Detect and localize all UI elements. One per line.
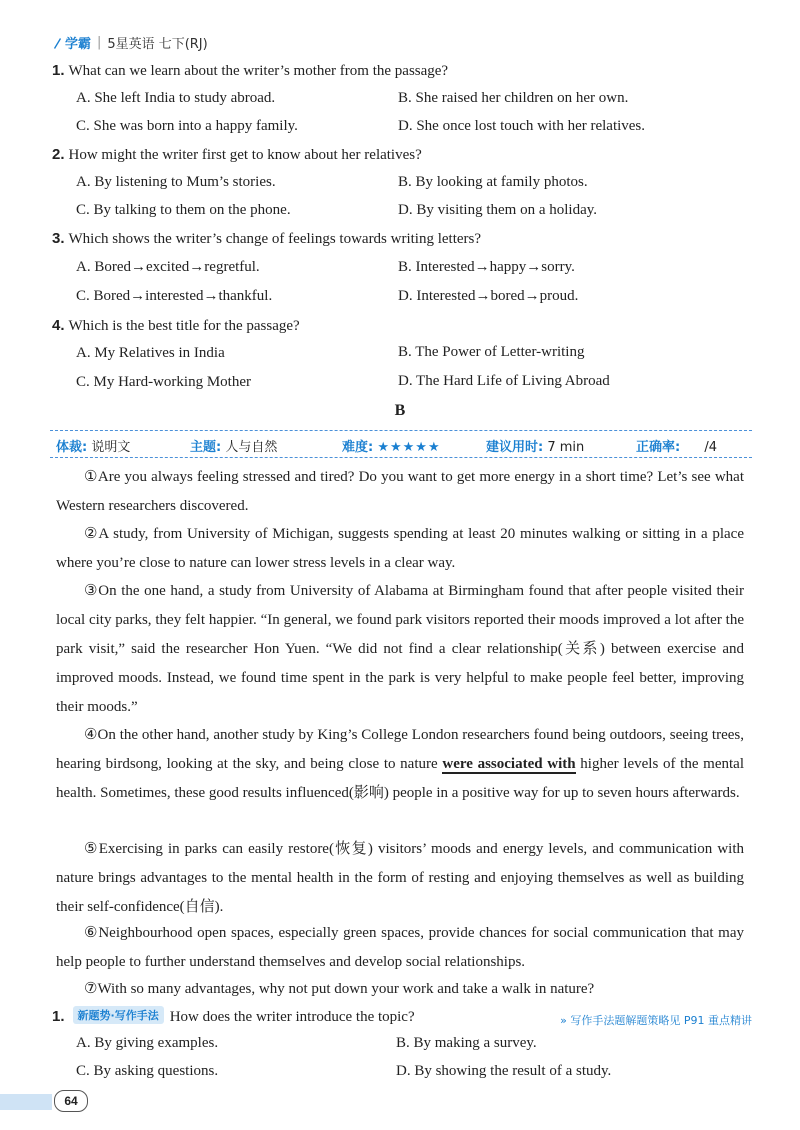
option-b1d[interactable]: D. By showing the result of a study. [396,1063,612,1079]
genre-info: 体裁: 说明文 [56,440,131,455]
question-4: 4. Which is the best title for the passage? [52,317,300,334]
option-1d[interactable]: D. She once lost touch with her relatives. [398,118,646,134]
question-tag: 新题势·写作手法 [73,1006,164,1024]
option-1c[interactable]: C. She was born into a happy family. [76,118,298,134]
paragraph-3: ③On the one hand, a study from University of Alabama at Birmingham found that after people visited their local city parks, they felt happier. “In general, we found park visitors reported their moods improved a lot after the park visit,” said the researcher Hon Yuen. “We did not find a clear relationship(关系) between exercise and improved moods. Instead, we found time spent in the park is very helpful to make people feel better, improving their moods.” [56,583,744,715]
option-4c[interactable]: C. My Hard-working Mother [76,374,251,390]
strategy-hint: » 写作手法题解题策略见 P91 重点精讲 [560,1014,752,1027]
paragraph-5: ⑤Exercising in parks can easily restore(恢复) visitors’ moods and energy levels, and communication with nature brings advantages to the mental health in the form of resting and enjoying themselves as well as building their self-confidence(自信). [56,841,744,915]
option-1b[interactable]: B. She raised her children on her own. [398,90,629,106]
question-1: 1. What can we learn about the writer’s mother from the passage? [52,62,449,79]
question-3: 3. Which shows the writer’s change of feelings towards writing letters? [52,230,482,247]
option-2b[interactable]: B. By looking at family photos. [398,174,588,190]
option-3b[interactable]: B. Interested→happy→sorry. [398,259,575,275]
difficulty-info: 难度: ★★★★★ [342,440,441,455]
time-info: 建议用时: 7 min [486,440,585,455]
option-b1a[interactable]: A. By giving examples. [76,1035,219,1051]
option-4d[interactable]: D. The Hard Life of Living Abroad [398,373,610,389]
paragraph-7: ⑦With so many advantages, why not put down your work and take a walk in nature? [84,981,595,997]
header-separator: | [97,35,102,50]
brand-name: 学霸 [65,37,92,52]
underlined-phrase: were associated with [442,756,576,772]
pen-icon [52,37,62,49]
accuracy-info: 正确率: /4 [636,440,717,455]
option-2d[interactable]: D. By visiting them on a holiday. [398,202,598,218]
page-header [52,33,208,52]
question-b1: 1. 新题势·写作手法 How does the writer introduce the topic? [52,1008,415,1025]
brand-logo [52,33,91,52]
series-name: 5星英语 [107,37,155,52]
question-2: 2. How might the writer first get to know about her relatives? [52,146,422,163]
page-number: 64 [54,1090,88,1112]
option-4b[interactable]: B. The Power of Letter-writing [398,344,585,360]
grade-label: 七下(RJ) [158,37,208,52]
star-rating-icon: ★★★★★ [377,440,441,455]
theme-info: 主题: 人与自然 [190,440,278,455]
paragraph-1: ①Are you always feeling stressed and tired? Do you want to get more energy in a short time? Let’s see what Western researchers discovered. [56,469,744,514]
option-3a[interactable]: A. Bored→excited→regretful. [76,259,260,275]
option-b1b[interactable]: B. By making a survey. [396,1035,537,1051]
option-1a[interactable]: A. She left India to study abroad. [76,90,276,106]
paragraph-4: ④On the other hand, another study by King’s College London researchers found being outdoors, seeing trees, hearing birdsong, looking at the sky, and being close to nature were associated with higher levels of the mental health. Sometimes, these good results influenced(影响) people in a positive way for up to seven hours afterwards. [56,727,744,801]
paragraph-2: ②A study, from University of Michigan, suggests spending at least 20 minutes walking or sitting in a place where you’re close to nature can lower stress levels in a clear way. [56,526,744,571]
option-2a[interactable]: A. By listening to Mum’s stories. [76,174,276,190]
option-b1c[interactable]: C. By asking questions. [76,1063,219,1079]
footer-decoration [0,1094,52,1110]
option-3c[interactable]: C. Bored→interested→thankful. [76,288,273,304]
passage-info-bar [50,430,752,458]
option-4a[interactable]: A. My Relatives in India [76,345,225,361]
paragraph-6: ⑥Neighbourhood open spaces, especially green spaces, provide chances for social communication that may help people to further understand themselves and develop social relationships. [56,925,744,970]
option-2c[interactable]: C. By talking to them on the phone. [76,202,291,218]
option-3d[interactable]: D. Interested→bored→proud. [398,288,579,304]
section-letter: B [394,402,406,419]
